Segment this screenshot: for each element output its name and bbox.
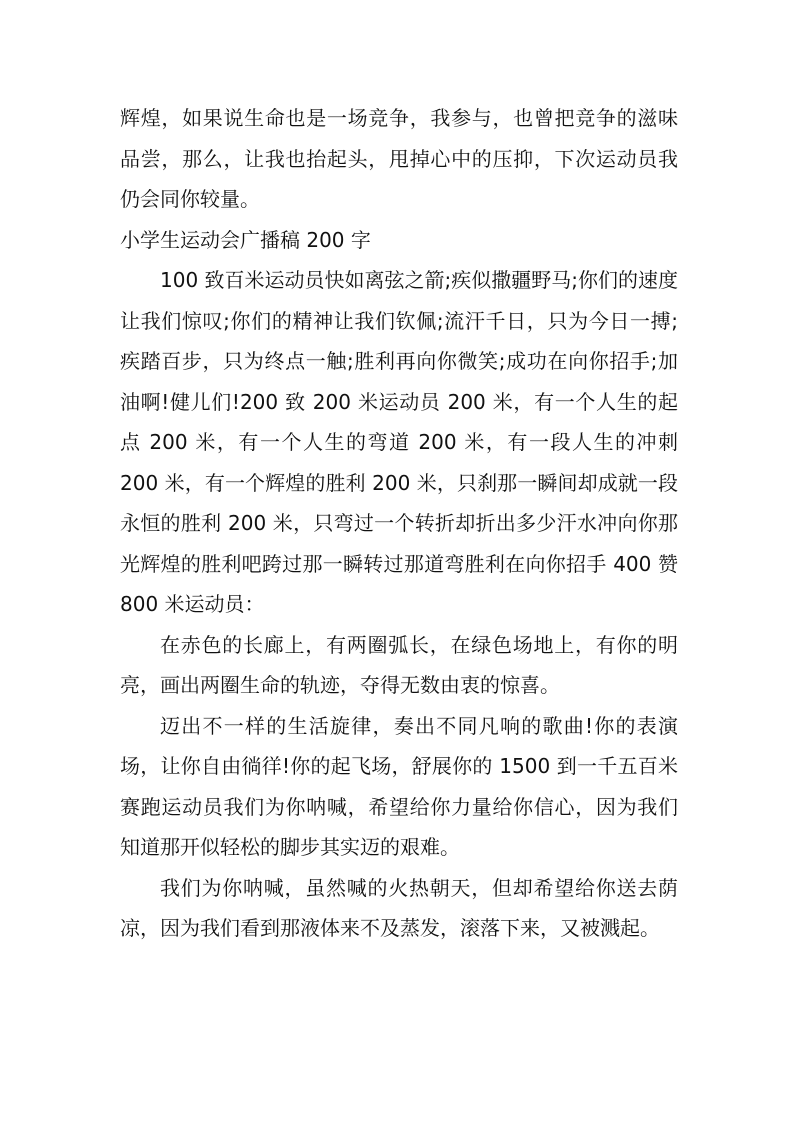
paragraph-1500m: 迈出不一样的生活旋律，奏出不同凡响的歌曲!你的表演场，让你自由徜徉!你的起飞场，舒展你的 1500 到一千五百米赛跑运动员我们为你呐喊，希望给你力量给你信心，因为我们知道那开似轻松的脚步其实迈的艰难。 (120, 713, 678, 859)
section-heading: 小学生运动会广播稿 200 字 (120, 227, 371, 252)
paragraph-cheer: 我们为你呐喊，虽然喊的火热朝天，但却希望给你送去荫凉，因为我们看到那液体来不及蒸发，滚落下来，又被溅起。 (120, 875, 678, 940)
document-body (120, 98, 678, 949)
paragraph-intro-continuation: 辉煌，如果说生命也是一场竞争，我参与，也曾把竞争的滋味品尝，那么，让我也抬起头，甩掉心中的压抑，下次运动员我仍会同你较量。 (120, 106, 678, 211)
paragraph-100m-200m: 100 致百米运动员快如离弦之箭;疾似撒疆野马;你们的速度让我们惊叹;你们的精神让我们钦佩;流汗千日，只为今日一搏;疾踏百步，只为终点一触;胜利再向你微笑;成功在向你招手;加油啊!健儿们!200 致 200 米运动员 200 米，有一个人生的起点 200 米，有一个人生的弯道 200 米，有一段人生的冲刺 200 米，有一个辉煌的胜利 200 米，只刹那一瞬间却成就一段永恒的胜利 200 米，只弯过一个转折却折出多少汗水冲向你那光辉煌的胜利吧跨过那一瞬转过那道弯胜利在向你招手 400 赞 800 米运动员： (120, 268, 679, 616)
paragraph-800m: 在赤色的长廊上，有两圈弧长，在绿色场地上，有你的明亮，画出两圈生命的轨迹，夺得无数由衷的惊喜。 (120, 632, 678, 697)
